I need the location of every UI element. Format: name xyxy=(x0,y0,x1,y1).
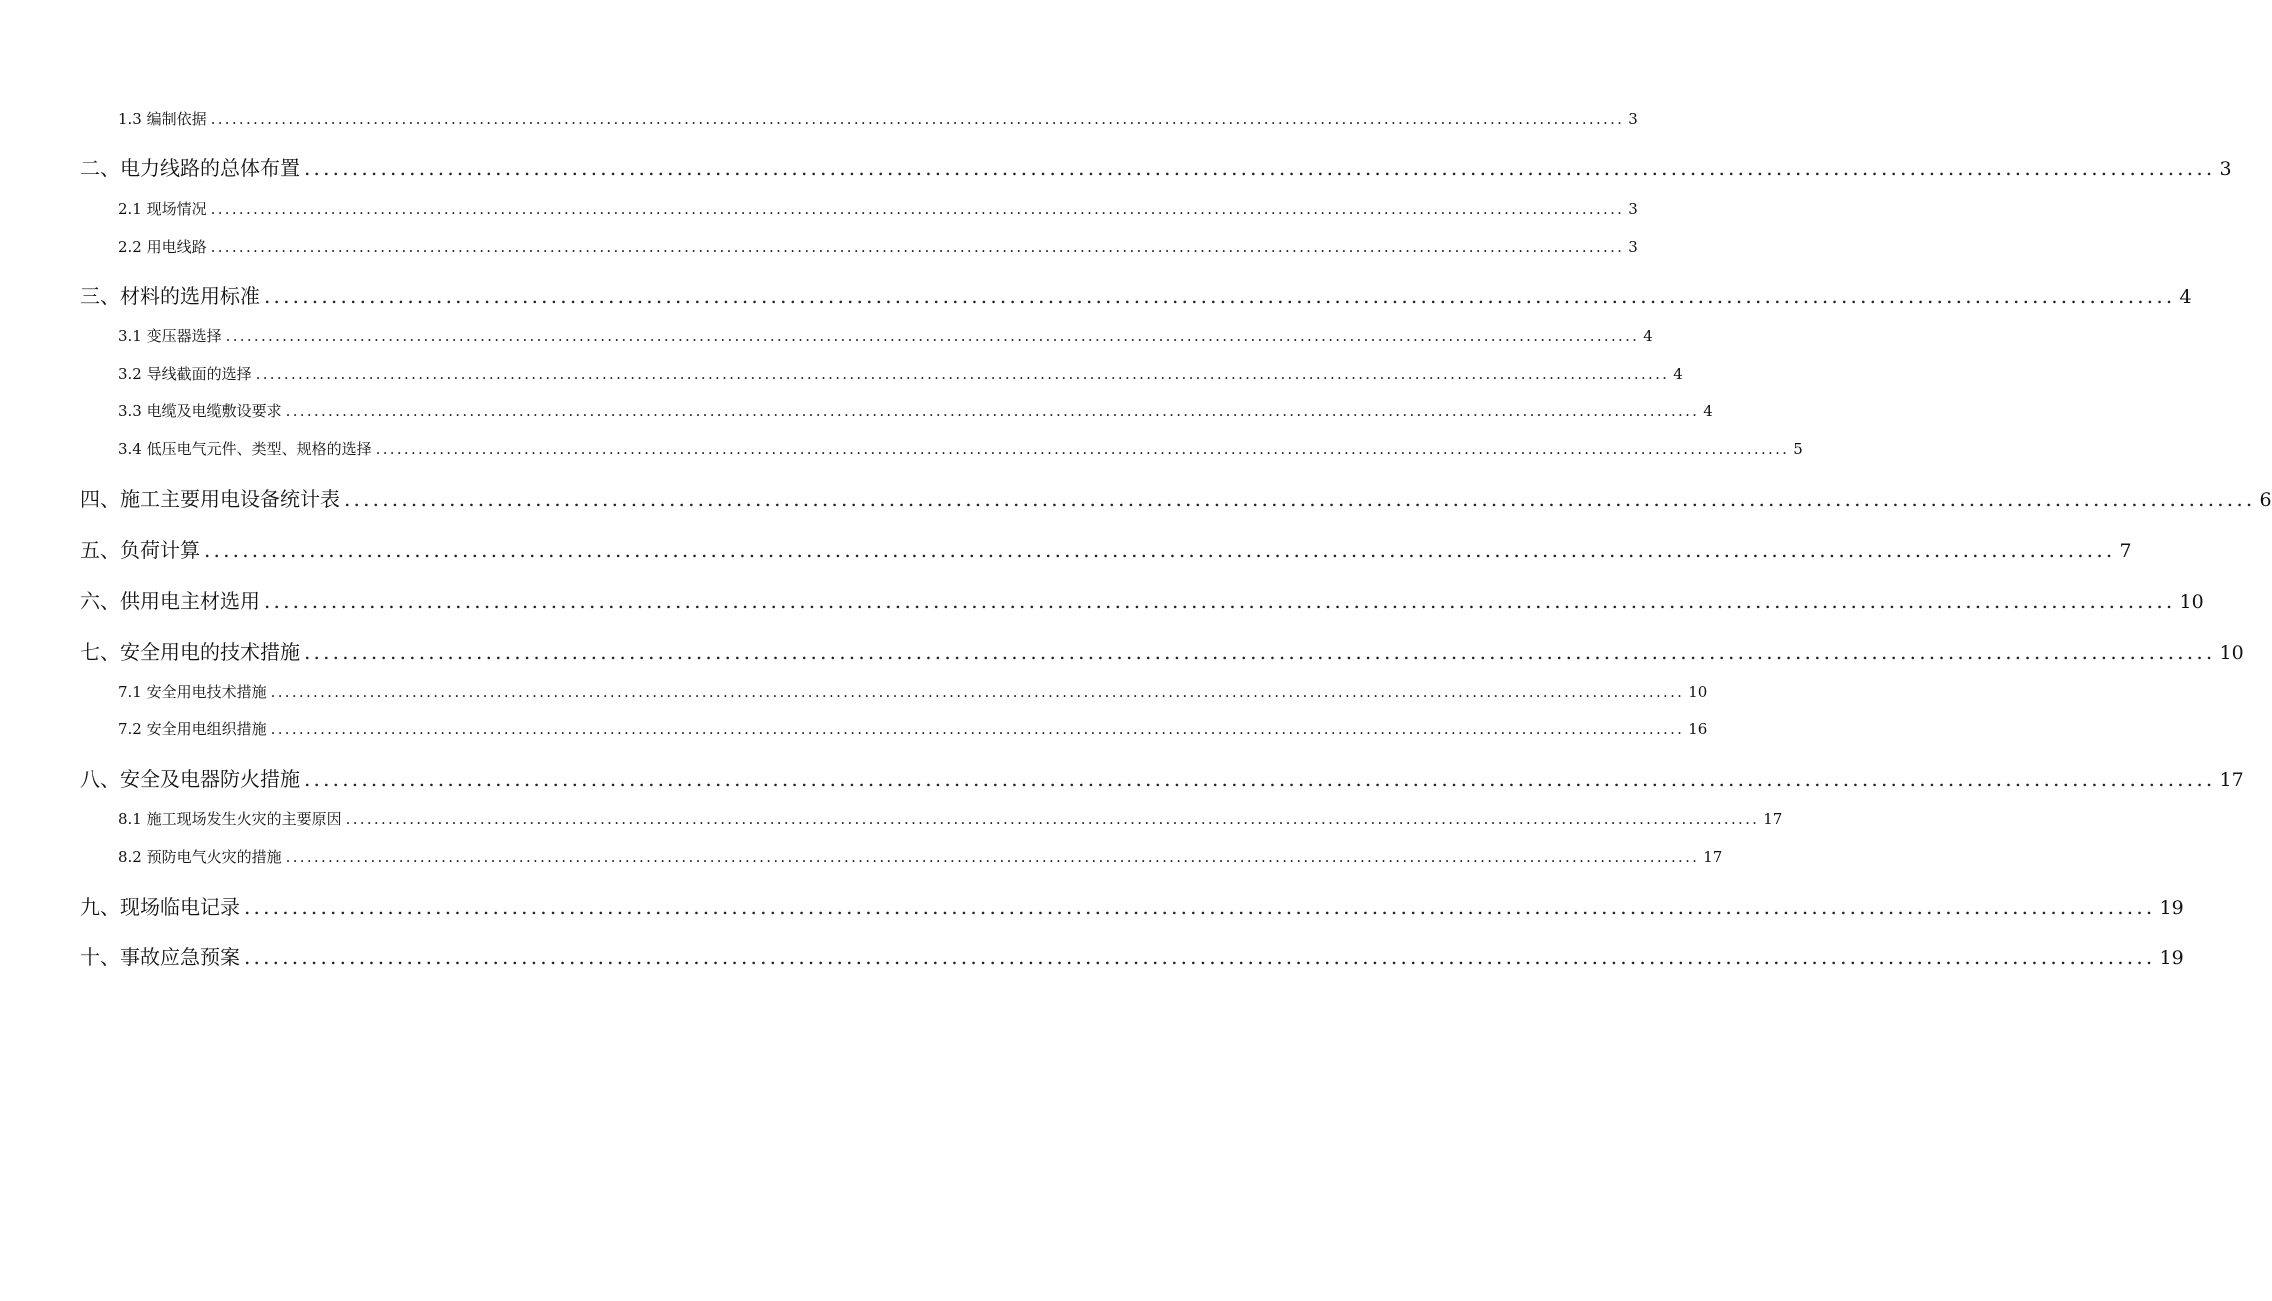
toc-page-number: 19 xyxy=(2159,947,2184,969)
toc-dot-leader: ........................................................................................................................................................................................................ xyxy=(244,945,2156,969)
toc-entry-chapter-2[interactable] xyxy=(80,153,2232,183)
toc-page-number: 7 xyxy=(2119,540,2132,562)
toc-page-number: 3 xyxy=(1628,200,1638,218)
toc-page-number: 4 xyxy=(1673,365,1683,383)
toc-dot-leader: ........................................................................................................................................................................................................ xyxy=(210,110,1625,128)
toc-page-number: 3 xyxy=(2219,158,2232,180)
toc-entry-chapter-5[interactable] xyxy=(80,535,2132,565)
toc-entry-chapter-8[interactable] xyxy=(80,764,2244,794)
toc-dot-leader: ........................................................................................................................................................................................................ xyxy=(244,895,2156,919)
toc-dot-leader: ........................................................................................................................................................................................................ xyxy=(204,538,2116,562)
toc-entry-label: 8.2 预防电气火灾的措施 xyxy=(118,848,282,866)
toc-entry-label: 3.3 电缆及电缆敷设要求 xyxy=(118,402,282,420)
toc-entry-label: 十、事故应急预案 xyxy=(80,945,240,969)
toc-entry-label: 8.1 施工现场发生火灾的主要原因 xyxy=(118,810,342,828)
toc-dot-leader: ........................................................................................................................................................................................................ xyxy=(345,810,1760,828)
toc-entry-2-2[interactable] xyxy=(118,235,1638,259)
toc-entry-label: 2.2 用电线路 xyxy=(118,238,207,256)
toc-entry-8-2[interactable] xyxy=(118,845,1723,869)
toc-entry-3-2[interactable] xyxy=(118,362,1683,386)
toc-dot-leader: ........................................................................................................................................................................................................ xyxy=(270,720,1685,738)
toc-page-number: 17 xyxy=(2219,769,2244,791)
toc-page-number: 4 xyxy=(2179,286,2192,308)
toc-entry-label: 3.1 变压器选择 xyxy=(118,327,222,345)
toc-entry-3-4[interactable] xyxy=(118,437,1803,461)
toc-page-number: 17 xyxy=(1763,810,1783,828)
toc-entry-1-3[interactable] xyxy=(118,107,1638,131)
toc-page-number: 10 xyxy=(2219,642,2244,664)
toc-entry-label: 八、安全及电器防火措施 xyxy=(80,767,300,791)
toc-page-number: 3 xyxy=(1628,110,1638,128)
toc-entry-chapter-7[interactable] xyxy=(80,637,2244,667)
toc-dot-leader: ........................................................................................................................................................................................................ xyxy=(210,238,1625,256)
toc-dot-leader: ........................................................................................................................................................................................................ xyxy=(264,589,2176,613)
toc-entry-chapter-9[interactable] xyxy=(80,892,2184,922)
toc-entry-label: 三、材料的选用标准 xyxy=(80,284,260,308)
toc-dot-leader: ........................................................................................................................................................................................................ xyxy=(375,440,1790,458)
toc-entry-label: 九、现场临电记录 xyxy=(80,895,240,919)
toc-page-number: 4 xyxy=(1643,327,1653,345)
toc-page-number: 3 xyxy=(1628,238,1638,256)
toc-dot-leader: ........................................................................................................................................................................................................ xyxy=(304,640,2216,664)
toc-entry-3-1[interactable] xyxy=(118,324,1653,348)
toc-dot-leader: ........................................................................................................................................................................................................ xyxy=(255,365,1670,383)
toc-entry-chapter-4[interactable] xyxy=(80,484,2272,514)
toc-entry-7-2[interactable] xyxy=(118,717,1708,741)
toc-entry-8-1[interactable] xyxy=(118,807,1783,831)
toc-entry-label: 四、施工主要用电设备统计表 xyxy=(80,487,340,511)
toc-page-number: 17 xyxy=(1703,848,1723,866)
toc-entry-label: 7.1 安全用电技术措施 xyxy=(118,683,267,701)
toc-entry-label: 七、安全用电的技术措施 xyxy=(80,640,300,664)
toc-page-number: 10 xyxy=(1688,683,1708,701)
toc-dot-leader: ........................................................................................................................................................................................................ xyxy=(285,848,1700,866)
toc-page-number: 19 xyxy=(2159,897,2184,919)
toc-entry-chapter-10[interactable] xyxy=(80,942,2184,972)
toc-dot-leader: ........................................................................................................................................................................................................ xyxy=(270,683,1685,701)
toc-dot-leader: ........................................................................................................................................................................................................ xyxy=(285,402,1700,420)
toc-dot-leader: ........................................................................................................................................................................................................ xyxy=(304,767,2216,791)
toc-entry-label: 五、负荷计算 xyxy=(80,538,200,562)
toc-dot-leader: ........................................................................................................................................................................................................ xyxy=(225,327,1640,345)
toc-entry-label: 1.3 编制依据 xyxy=(118,110,207,128)
toc-dot-leader: ........................................................................................................................................................................................................ xyxy=(304,156,2216,180)
toc-entry-label: 7.2 安全用电组织措施 xyxy=(118,720,267,738)
toc-dot-leader: ........................................................................................................................................................................................................ xyxy=(210,200,1625,218)
toc-entry-label: 3.2 导线截面的选择 xyxy=(118,365,252,383)
toc-entry-label: 2.1 现场情况 xyxy=(118,200,207,218)
toc-dot-leader: ........................................................................................................................................................................................................ xyxy=(264,284,2176,308)
toc-entry-chapter-6[interactable] xyxy=(80,586,2204,616)
toc-page-number: 16 xyxy=(1688,720,1708,738)
toc-dot-leader: ........................................................................................................................................................................................................ xyxy=(344,487,2256,511)
toc-page-number: 5 xyxy=(1793,440,1803,458)
toc-entry-label: 二、电力线路的总体布置 xyxy=(80,156,300,180)
toc-page-number: 6 xyxy=(2259,489,2272,511)
toc-entry-3-3[interactable] xyxy=(118,399,1713,423)
toc-page-number: 10 xyxy=(2179,591,2204,613)
toc-entry-chapter-3[interactable] xyxy=(80,281,2192,311)
toc-entry-2-1[interactable] xyxy=(118,197,1638,221)
toc-entry-7-1[interactable] xyxy=(118,680,1708,704)
toc-entry-label: 六、供用电主材选用 xyxy=(80,589,260,613)
toc-page-number: 4 xyxy=(1703,402,1713,420)
toc-entry-label: 3.4 低压电气元件、类型、规格的选择 xyxy=(118,440,372,458)
